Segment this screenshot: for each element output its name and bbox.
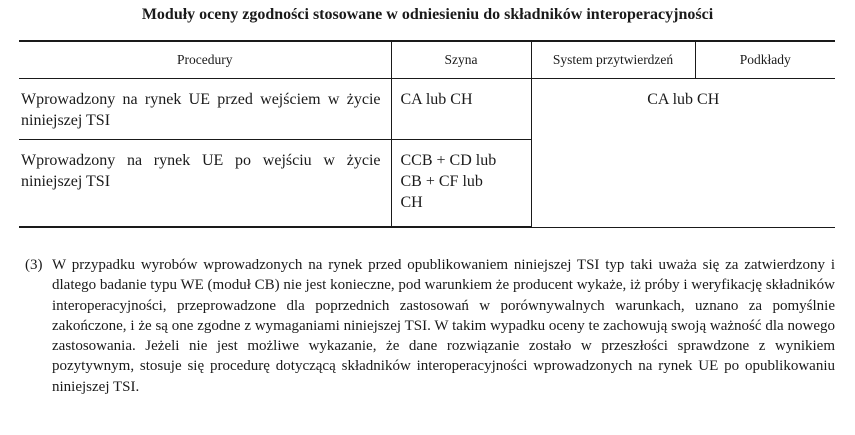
header-procedures: Procedury	[19, 41, 391, 79]
rail-module-line: CB + CF lub	[400, 173, 483, 190]
procedure-after-entry: Wprowadzony na rynek UE po wejściu w życie niniejszej TSI	[19, 140, 391, 228]
page-title: Moduły oceny zgodności stosowane w odniesieniu do składników interoperacyjności	[141, 6, 714, 23]
table-row	[19, 79, 835, 140]
header-sleepers: Podkłady	[695, 41, 835, 79]
fastening-sleepers-module: CA lub CH	[531, 79, 835, 228]
rail-module-line: CH	[400, 194, 423, 211]
footnote-number: (3)	[25, 257, 43, 273]
rail-module-line: CCB + CD lub	[400, 152, 497, 169]
footnote	[19, 255, 835, 397]
procedure-before-entry: Wprowadzony na rynek UE przed wejściem w życie niniejszej TSI	[19, 79, 391, 140]
header-fastening-system: System przytwierdzeń	[531, 41, 695, 79]
footnote-text: W przypadku wyrobów wprowadzonych na rynek przed opublikowaniem niniejszej TSI typ taki uważa się za zatwierdzony i dlatego badanie typu WE (moduł CB) nie jest konieczne, pod warunkiem że producent wykaże, iż próby i weryfikację składników interoperacyjności, przeprowadzone dla poprzednich zastosowań w porównywalnych warunkach, uznano za pomyślnie zakończone, i że są one zgodne z wymaganiami niniejszej TSI. W takim wypadku oceny te zachowują swoją ważność dla nowego zastosowania. Jeżeli nie jest możliwe wykazanie, że dane rozwiązanie zostało w przeszłości sprawdzone z wynikiem pozytywnym, stosuje się procedurę dotyczącą składników interoperacyjności wprowadzonych na rynek UE po opublikowaniu niniejszej TSI.	[52, 257, 835, 395]
conformity-modules-table	[19, 40, 835, 228]
header-rail: Szyna	[391, 41, 531, 79]
table-header-row	[19, 41, 835, 79]
rail-module-before: CA lub CH	[391, 79, 531, 140]
rail-module-after	[391, 140, 531, 228]
